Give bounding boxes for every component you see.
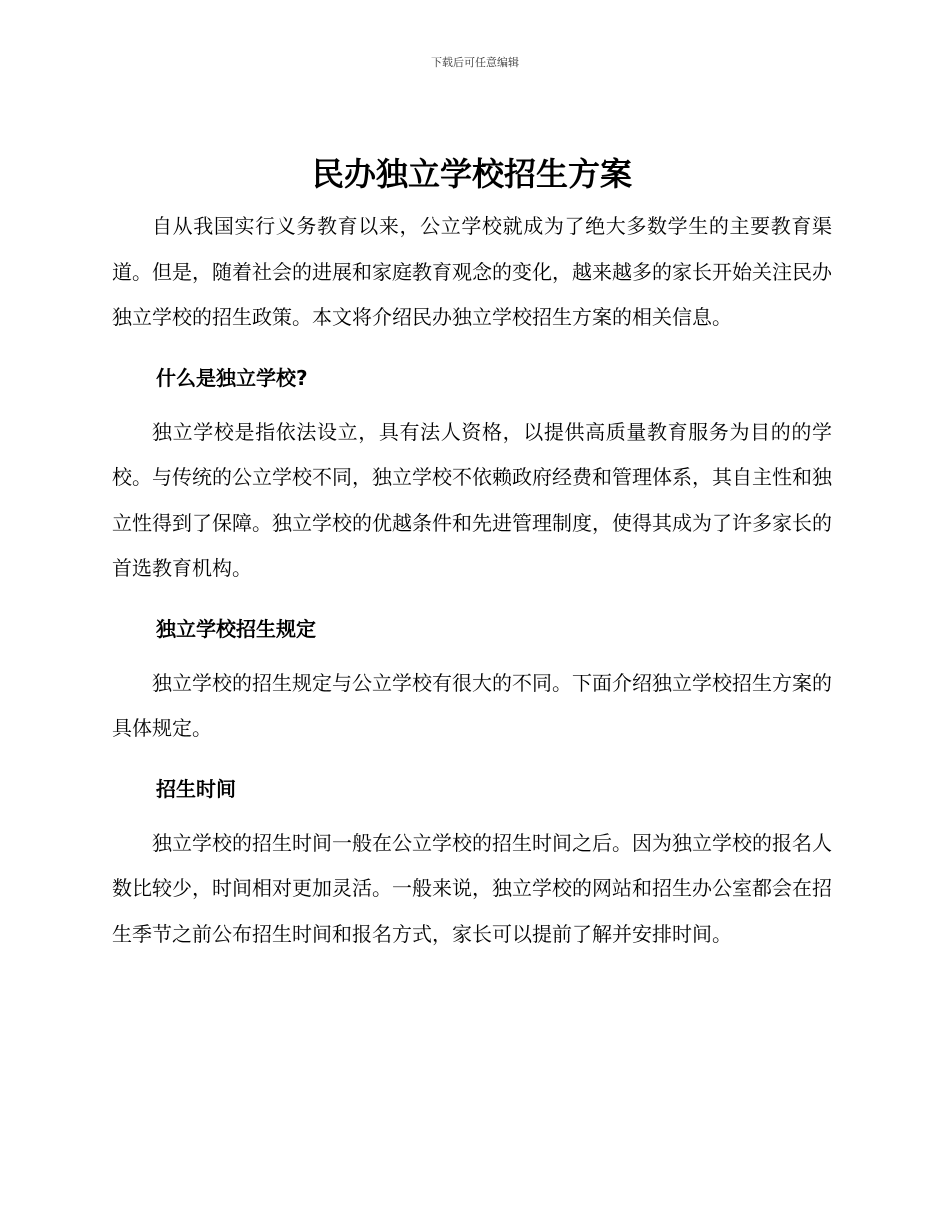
document-body bbox=[112, 150, 832, 957]
intro-paragraph: 自从我国实行义务教育以来，公立学校就成为了绝大多数学生的主要教育渠道。但是，随着社会的进展和家庭教育观念的变化，越来越多的家长开始关注民办独立学校的招生政策。本文将介绍民办独立学校招生方案的相关信息。 bbox=[112, 214, 832, 329]
section-paragraph-admission-time: 独立学校的招生时间一般在公立学校的招生时间之后。因为独立学校的报名人数比较少，时间相对更加灵活。一般来说，独立学校的网站和招生办公室都会在招生季节之前公布招生时间和报名方式，家长可以提前了解并安排时间。 bbox=[112, 830, 832, 946]
section-heading-what-is: 什么是独立学校? bbox=[156, 365, 308, 390]
section-heading-admission-time: 招生时间 bbox=[156, 776, 236, 801]
document-title: 民办独立学校招生方案 bbox=[311, 155, 632, 193]
section-heading-admission-rules: 独立学校招生规定 bbox=[156, 616, 316, 641]
section-paragraph-admission-rules: 独立学校的招生规定与公立学校有很大的不同。下面介绍独立学校招生方案的具体规定。 bbox=[112, 670, 832, 740]
section-paragraph-what-is: 独立学校是指依法设立，具有法人资格，以提供高质量教育服务为目的的学校。与传统的公立学校不同，独立学校不依赖政府经费和管理体系，其自主性和独立性得到了保障。独立学校的优越条件和先进管理制度，使得其成为了许多家长的首选教育机构。 bbox=[112, 419, 832, 580]
header-note: 下载后可任意编辑 bbox=[431, 56, 519, 69]
